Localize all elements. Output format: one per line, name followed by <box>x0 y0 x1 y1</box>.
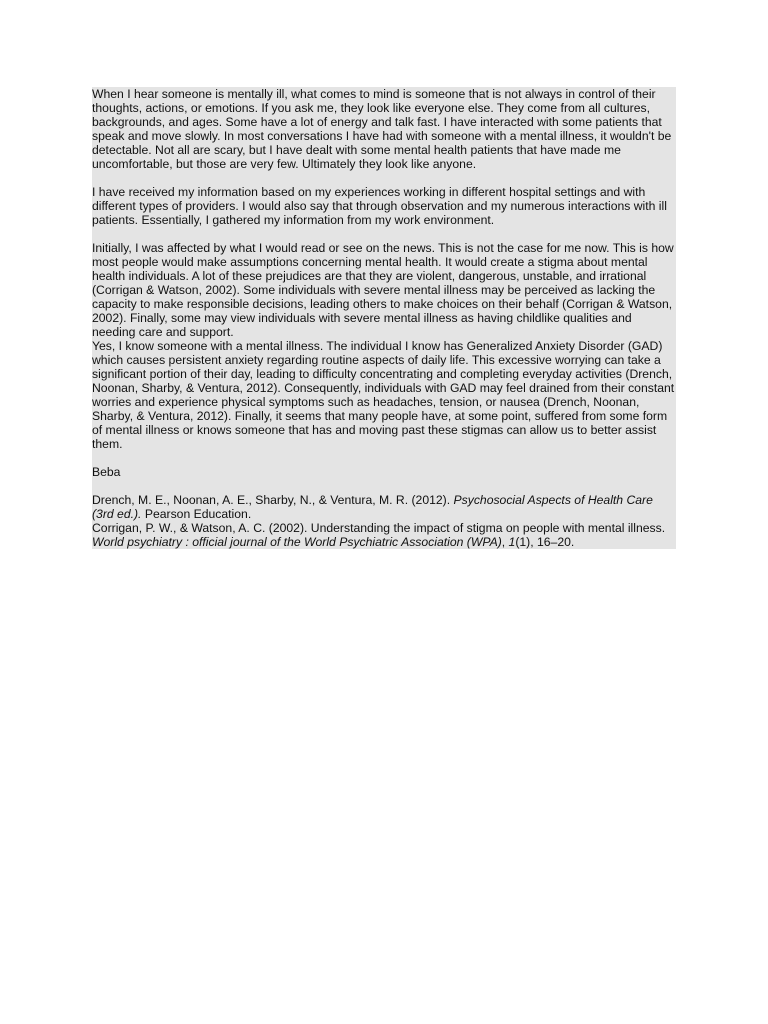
paragraph-spacer <box>92 171 676 185</box>
paragraph-description: When I hear someone is mentally ill, what comes to mind is someone that is not always in control of their thoughts, actions, or emotions. If you ask me, they look like everyone else. They come from all cultures, backgrounds, and ages. Some have a lot of energy and talk fast. I have interacted with some patients that speak and move slowly. In most conversations I have had with someone with a mental illness, it wouldn't be detectable. Not all are scary, but I have dealt with some mental health patients that have made me uncomfortable, but those are very few. Ultimately they look like anyone. <box>92 87 676 171</box>
reference-drench <box>92 493 676 521</box>
reference-corrigan-volume: 1 <box>508 535 516 549</box>
document-body <box>92 87 676 549</box>
paragraph-information-source: I have received my information based on my experiences working in different hospital settings and with different types of providers. I would also say that through observation and my numerous interactions with ill patients. Essentially, I gathered my information from my work environment. <box>92 185 676 227</box>
reference-corrigan-separator: , <box>501 535 509 549</box>
paragraph-spacer <box>92 479 676 493</box>
reference-drench-title: Psychosocial Aspects of Health Care (3rd ed.). <box>92 493 653 521</box>
reference-corrigan-journal: World psychiatry : official journal of the World Psychiatric Association (WPA) <box>92 535 502 549</box>
signature: Beba <box>92 465 676 479</box>
reference-drench-publisher: Pearson Education. <box>141 507 252 521</box>
paragraph-personal-experience: Yes, I know someone with a mental illness. The individual I know has Generalized Anxiety Disorder (GAD) which causes persistent anxiety regarding routine aspects of daily life. This excessive worrying can take a significant portion of their day, leading to difficulty concentrating and completing everyday activities (Drench, Noonan, Sharby, & Ventura, 2012). Consequently, individuals with GAD may feel drained from their constant worries and experience physical symptoms such as headaches, tension, or nausea (Drench, Noonan, Sharby, & Ventura, 2012). Finally, it seems that many people have, at some point, suffered from some form of mental illness or knows someone that has and moving past these stigmas can allow us to better assist them. <box>92 339 675 451</box>
reference-corrigan-authors: Corrigan, P. W., & Watson, A. C. (2002). Understanding the impact of stigma on people with mental illness. <box>92 521 666 535</box>
reference-corrigan-issue-pages: (1), 16–20. <box>515 535 575 549</box>
paragraph-stigma: Initially, I was affected by what I would read or see on the news. This is not the case for me now. This is how most people would make assumptions concerning mental health. It would create a stigma about mental health individuals. A lot of these prejudices are that they are violent, dangerous, unstable, and irrational (Corrigan & Watson, 2002). Some individuals with severe mental illness may be perceived as lacking the capacity to make responsible decisions, leading others to make choices on their behalf (Corrigan & Watson, 2002). Finally, some may view individuals with severe mental illness as having childlike qualities and needing care and support. <box>92 241 676 339</box>
paragraph-spacer <box>92 227 676 241</box>
reference-drench-authors: Drench, M. E., Noonan, A. E., Sharby, N., & Ventura, M. R. (2012). <box>92 493 454 507</box>
reference-corrigan <box>92 521 676 549</box>
paragraph-spacer <box>92 451 676 465</box>
